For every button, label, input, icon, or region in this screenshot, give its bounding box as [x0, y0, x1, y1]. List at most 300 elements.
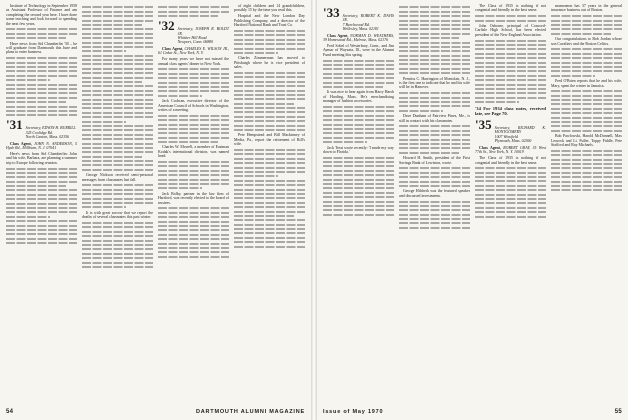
left-col-4 — [234, 4, 305, 404]
text-line — [82, 24, 142, 26]
text-line — [399, 55, 470, 57]
text-line — [323, 205, 394, 207]
text-line — [6, 225, 77, 227]
text-line — [323, 110, 394, 112]
text-line — [323, 119, 394, 121]
text-line — [475, 44, 546, 46]
text-line — [82, 37, 153, 39]
text-line — [551, 125, 622, 127]
text-line — [475, 57, 546, 59]
text-line — [158, 238, 229, 240]
text-line — [323, 86, 383, 88]
text-line — [399, 201, 470, 203]
text-line — [234, 171, 305, 173]
text-line — [323, 60, 394, 62]
text-line — [82, 85, 153, 87]
class-secretary-info — [495, 126, 546, 144]
text-line — [158, 212, 229, 214]
text-line — [82, 134, 153, 136]
text-line — [399, 68, 470, 70]
paragraph: Jack Cochran, executive director of the American Council of Schools in Washington, writes of a meeting. — [158, 99, 229, 112]
text-line — [6, 185, 66, 187]
paragraph: George Nickson received semi-personal messages from classmates last fall. — [82, 173, 153, 182]
text-line — [399, 110, 443, 112]
text-line — [475, 75, 546, 77]
text-line — [6, 216, 50, 218]
text-line — [399, 105, 470, 107]
paragraph: It is with great sorrow that we report the deaths of several classmates this past winter. — [82, 210, 153, 220]
text-line — [6, 176, 77, 178]
text-line — [6, 238, 77, 240]
text-line — [323, 170, 394, 172]
text-line — [399, 181, 470, 183]
text-line — [82, 244, 153, 246]
text-line — [6, 242, 77, 244]
paragraph: Hospital and the New London Day Publishing Company, and a director of the Hartford National Bank and Trust Co. — [234, 14, 305, 28]
text-line — [82, 189, 153, 191]
text-line — [234, 149, 305, 151]
text-line — [6, 203, 77, 205]
text-line — [399, 63, 470, 65]
text-line — [475, 211, 546, 213]
text-line — [82, 116, 153, 118]
left-page-footer — [6, 407, 305, 417]
class-heading-32 — [158, 20, 229, 45]
text-line — [475, 167, 546, 169]
text-line — [234, 197, 305, 199]
text-line — [234, 129, 305, 131]
text-line — [82, 28, 153, 30]
text-line — [82, 143, 153, 145]
text-line — [399, 205, 470, 207]
text-line — [475, 53, 546, 55]
text-line — [399, 139, 470, 141]
text-line — [475, 97, 546, 99]
text-line — [234, 52, 278, 54]
text-line — [399, 176, 470, 178]
text-line — [323, 115, 394, 117]
text-line — [82, 55, 153, 57]
text-line — [158, 170, 229, 172]
text-line — [323, 141, 367, 143]
text-line — [551, 66, 622, 68]
text-line — [234, 85, 305, 87]
text-line — [399, 6, 470, 8]
text-line — [399, 209, 470, 211]
paragraph: For many years we have not missed the annual class agents' dinner in New York. — [158, 57, 229, 66]
text-line — [551, 154, 622, 156]
text-line — [234, 125, 305, 127]
text-line — [399, 50, 470, 52]
text-line — [82, 81, 142, 83]
text-line — [6, 28, 77, 30]
text-line — [323, 187, 394, 189]
text-line — [82, 248, 153, 250]
text-line — [399, 59, 470, 61]
text-line — [399, 152, 459, 154]
text-line — [475, 216, 546, 218]
text-line — [158, 221, 229, 223]
secretary-name: Secretary, ROBERT K. DAVIS JR. — [342, 14, 394, 23]
text-line — [6, 207, 77, 209]
text-line — [323, 68, 394, 70]
secretary-address: 1007 Winsfield — [494, 134, 518, 139]
text-line — [234, 39, 305, 41]
text-line — [475, 20, 546, 22]
text-line — [82, 63, 153, 65]
paragraph: Jack Bolby, partner in the law firm of Hartford, was recently elected to the board of trustees. — [158, 191, 229, 205]
text-line — [82, 266, 153, 268]
text-line — [551, 159, 622, 161]
text-line — [551, 121, 622, 123]
text-line — [82, 121, 126, 123]
text-line — [158, 187, 202, 189]
publication-name: DARTMOUTH ALUMNI MAGAZINE — [195, 409, 305, 415]
text-line — [158, 11, 229, 13]
text-line — [475, 176, 546, 178]
text-line — [399, 134, 470, 136]
text-line — [551, 189, 622, 191]
text-line — [323, 174, 394, 176]
secretary-name: Secretary, EDWIN H. BURRILL — [25, 126, 76, 131]
text-line — [158, 141, 218, 143]
text-line — [234, 107, 305, 109]
text-line — [551, 163, 622, 165]
class-heading-35 — [475, 119, 546, 144]
text-line — [475, 194, 546, 196]
text-line — [82, 103, 153, 105]
text-line — [234, 72, 305, 74]
right-col-4 — [551, 4, 622, 404]
text-line — [6, 181, 77, 183]
secretary-address: 7 Beechwood Rd. — [342, 22, 370, 27]
text-line — [323, 192, 394, 194]
paragraph: Fred O'Brien reports that he and his wife, Mary, spent the winter in Jamaica. — [551, 79, 622, 88]
text-line — [82, 169, 153, 171]
text-line — [82, 160, 153, 162]
text-line — [475, 48, 546, 50]
class-number: '33 — [323, 5, 340, 20]
text-line — [475, 40, 546, 42]
page-number: 54 — [6, 409, 14, 415]
text-line — [234, 206, 305, 208]
secretary-city: Newport, Conn. 06880 — [177, 40, 214, 45]
text-line — [6, 75, 77, 77]
text-line — [551, 103, 622, 105]
text-line — [234, 224, 305, 226]
text-line — [475, 92, 546, 94]
text-line — [82, 99, 153, 101]
text-line — [158, 124, 229, 126]
text-line — [551, 20, 622, 22]
text-line — [82, 72, 153, 74]
text-line — [475, 180, 546, 182]
text-line — [82, 198, 153, 200]
issue-date: Issue of May 1970 — [323, 409, 384, 415]
text-line — [234, 94, 305, 96]
text-line — [82, 147, 153, 149]
text-line — [158, 137, 229, 139]
left-col-1 — [6, 4, 77, 404]
text-line — [158, 234, 229, 236]
text-line — [82, 68, 153, 70]
text-line — [323, 179, 394, 181]
text-line — [234, 241, 305, 243]
text-line — [82, 222, 153, 224]
text-line — [234, 81, 305, 83]
text-line — [551, 95, 622, 97]
class-agent: Class Agent, CHARLES E. WILSON JR., 61 Cedar St., New York, N. Y. — [158, 46, 229, 56]
secretary-city: Plymouth, Mass. 02360 — [494, 139, 532, 144]
text-line — [234, 43, 305, 45]
text-line — [234, 237, 305, 239]
class-secretary-info — [26, 126, 76, 139]
text-line — [475, 207, 546, 209]
text-line — [158, 216, 229, 218]
text-line — [82, 125, 153, 127]
text-line — [234, 103, 294, 105]
text-line — [82, 77, 153, 79]
text-line — [399, 11, 470, 13]
text-line — [399, 130, 470, 132]
text-line — [6, 229, 77, 231]
paragraph: Dave Dunham of Fairview Pines, Me., is still in contact with his classmates. — [399, 114, 470, 123]
text-line — [399, 24, 470, 26]
text-line — [234, 30, 305, 32]
text-line — [6, 92, 77, 94]
text-line — [475, 202, 546, 204]
text-line — [82, 90, 153, 92]
paragraph: Bob Pawlowski, Harold McDonnell, Max Leacock and Lt. Fuller, Toppy Fiddle, Pete Stafford and Ray Michaels. — [551, 134, 622, 148]
text-line — [158, 229, 229, 231]
text-line — [6, 211, 77, 213]
text-line — [551, 70, 622, 72]
text-line — [158, 86, 229, 88]
text-line — [158, 82, 229, 84]
text-line — [234, 34, 305, 36]
text-line — [399, 214, 470, 216]
paragraph: Prentiss C. Harrington of Montclair, N. J., is the first one to indicate that he and his wife will be in Hanover. — [399, 76, 470, 90]
text-line — [475, 79, 546, 81]
text-line — [234, 202, 305, 204]
text-line — [551, 24, 622, 26]
secretary-address: Whittier Hill Road — [177, 35, 207, 40]
text-line — [399, 42, 470, 44]
text-line — [82, 235, 153, 237]
paragraph: Our congratulations to Bob Jordan whose son Cavaliers and the Boston Celtics. — [551, 37, 622, 46]
text-line — [158, 183, 229, 185]
text-line — [6, 88, 77, 90]
text-line — [551, 181, 622, 183]
text-line — [399, 222, 470, 224]
text-line — [475, 84, 546, 86]
text-line — [551, 150, 622, 152]
text-line — [551, 117, 622, 119]
text-line — [158, 15, 218, 17]
text-line — [323, 137, 394, 139]
right-col-1 — [323, 4, 394, 404]
secretary-name: Secretary, JOSEPH R. BOLDT JR. — [177, 27, 229, 36]
text-line — [323, 183, 394, 185]
right-page — [317, 0, 628, 420]
text-line — [551, 112, 622, 114]
text-line — [6, 70, 77, 72]
paragraph: Jack Treat wrote recently: 'I made my way down to Florida.' — [323, 145, 394, 154]
text-line — [82, 112, 153, 114]
text-line — [6, 220, 77, 222]
text-line — [158, 174, 229, 176]
class-agent: Class Agent, NORMAN D. WEATHERS, 39 Homestead Rd., Melrose, Mass. 02176 — [323, 33, 394, 43]
text-line — [158, 132, 229, 134]
text-line — [399, 143, 470, 145]
text-line — [234, 111, 305, 113]
text-line — [158, 161, 229, 163]
paragraph: Pete Hempstead and Bill Mackinney of Media, Pa., report the retirement of Bill's wife. — [234, 133, 305, 147]
text-line — [323, 124, 394, 126]
text-line — [234, 48, 305, 50]
text-line — [82, 42, 153, 44]
text-line — [551, 176, 622, 178]
text-line — [234, 232, 305, 234]
text-line — [399, 20, 470, 22]
text-line — [475, 62, 546, 64]
text-line — [399, 125, 470, 127]
intro-paragraph: Institute of Technology in September 1958 as Assistant Professor of Finance and am completing the second year here. I have done some teaching and look forward to spending the next few years. — [6, 4, 77, 26]
text-line — [399, 46, 470, 48]
text-line — [234, 211, 305, 213]
left-col-2 — [82, 4, 153, 404]
text-line — [234, 167, 305, 169]
text-line — [6, 101, 66, 103]
text-line — [234, 158, 305, 160]
text-line — [82, 226, 153, 228]
text-line — [323, 161, 394, 163]
class-number: '32 — [158, 18, 175, 34]
text-line — [323, 106, 394, 108]
paragraph: The Class of 1935 is nothing if not congenial and friendly in the best sense. — [475, 156, 546, 165]
text-line — [158, 90, 229, 92]
text-line — [82, 257, 153, 259]
paragraph: Howard H. Smith, president of the First Savings Bank of Lewiston, wrote. — [399, 156, 470, 165]
text-line — [158, 95, 202, 97]
text-line — [475, 15, 546, 17]
right-page-footer — [323, 407, 622, 417]
class-34-notice: '34 For 1934 class notes, received late, see Page 70. — [475, 106, 546, 117]
left-page — [0, 0, 311, 420]
text-line — [399, 97, 470, 99]
text-line — [82, 231, 153, 233]
text-line — [82, 151, 153, 153]
text-line — [6, 57, 77, 59]
text-line — [399, 72, 470, 74]
paragraph: It was nice to hear again from Harry Harsh of Harding, Mass. He's merchandising manager of fashion accessories. — [323, 90, 394, 104]
paragraph: mamoneon has 37 years in the general insurance business out of Boston. — [551, 4, 622, 13]
text-line — [6, 33, 77, 35]
text-line — [158, 251, 229, 253]
class-number: '31 — [6, 117, 23, 133]
secretary-city: Wellesley, Mass. 02181 — [342, 27, 379, 32]
paragraph: John Osborne, principal of Concord-Carlisle High School, has been elected president of the New England Association. — [475, 23, 546, 37]
paragraph: Charles Zimmerman has moved to Pittsburgh where he is vice president of sales. — [234, 56, 305, 70]
text-line — [234, 90, 305, 92]
class-agent: Class Agent, ROBERT GRAY, 35 West 77th St., New York, N. Y. 10019 — [475, 145, 546, 155]
text-line — [82, 33, 153, 35]
class-secretary-info — [343, 14, 394, 32]
text-line — [551, 28, 622, 30]
text-line — [551, 172, 622, 174]
text-line — [323, 128, 394, 130]
text-line — [551, 53, 622, 55]
text-line — [82, 15, 153, 17]
text-line — [323, 157, 394, 159]
text-line — [475, 66, 546, 68]
paragraph: Have news from Sid Chamberlin '30 – he will graduate from Dartmouth this June and plans to enter business. — [6, 41, 77, 55]
class-heading-33 — [323, 7, 394, 32]
text-line — [6, 66, 77, 68]
text-line — [158, 225, 229, 227]
text-line — [551, 108, 622, 110]
text-line — [6, 62, 77, 64]
text-line — [82, 156, 142, 158]
class-secretary-info — [178, 27, 229, 45]
text-line — [323, 196, 394, 198]
text-line — [234, 189, 305, 191]
text-line — [234, 184, 305, 186]
text-line — [158, 77, 229, 79]
text-line — [6, 198, 77, 200]
text-line — [234, 219, 305, 221]
text-line — [234, 120, 305, 122]
text-line — [234, 215, 294, 217]
text-line — [158, 207, 229, 209]
text-line — [6, 194, 77, 196]
text-line — [399, 185, 470, 187]
text-line — [158, 68, 229, 70]
text-line — [82, 253, 153, 255]
text-line — [234, 180, 305, 182]
text-line — [551, 130, 622, 132]
text-line — [234, 228, 305, 230]
text-line — [323, 82, 394, 84]
right-col-2 — [399, 4, 470, 404]
text-line — [399, 218, 470, 220]
text-line — [234, 175, 278, 177]
paragraph: of eight children and 14 grandchildren, possibly 15 by the time you read this. — [234, 4, 305, 13]
text-line — [551, 33, 611, 35]
text-line — [6, 233, 77, 235]
text-line — [82, 6, 153, 8]
text-line — [6, 172, 77, 174]
text-line — [475, 189, 546, 191]
text-line — [6, 106, 77, 108]
text-line — [399, 37, 459, 39]
text-line — [6, 37, 66, 39]
class-number: '35 — [475, 117, 492, 133]
text-line — [82, 129, 153, 131]
right-col-3 — [475, 4, 546, 404]
text-line — [551, 75, 595, 77]
text-line — [234, 162, 305, 164]
text-line — [158, 179, 229, 181]
text-line — [551, 62, 622, 64]
text-line — [82, 20, 153, 22]
text-line — [234, 116, 305, 118]
text-line — [6, 97, 77, 99]
text-line — [158, 115, 229, 117]
text-line — [6, 189, 77, 191]
text-line — [475, 172, 546, 174]
text-line — [551, 185, 622, 187]
